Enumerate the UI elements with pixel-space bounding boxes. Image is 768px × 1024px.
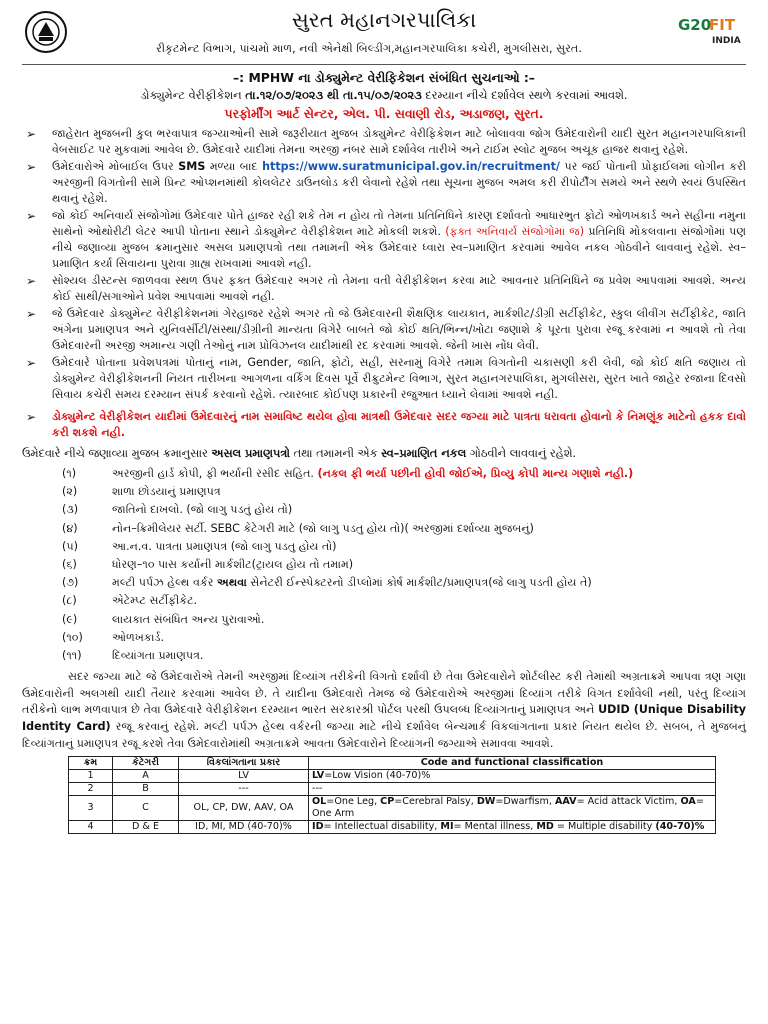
document-text: સેનેટરી ઈન્સ્પેક્ટરનો ડીપ્લોમાં કોર્ષ માર્કશીટ/પ્રમાણપત્ર(જે લાગુ પડતી હોય તે)	[250, 576, 592, 590]
table-row	[69, 796, 716, 821]
g20-text: G20	[678, 16, 712, 34]
row-category: D & E	[113, 821, 179, 834]
row-classification	[309, 770, 716, 783]
sms-label: SMS	[178, 160, 206, 173]
paragraph-text: સદર જગ્યા માટે જે ઉમેદવારોએ તેમની અરજીમાં દિવ્યાંગ તરીકેની વિગતો દર્શાવી છે તેવા ઉમેદવારોને શોર્ટલીસ્ટ કરી તેમાંથી અગ્રતાક્રમે આપવા ત્રણ ગણા ઉમેદવારોની અલગથી યાદી તૈયાર કરવામાં આવેલ છે. તે યાદીના ઉમેદવારો તેમજ જે ઉમેદવારોએ અરજીમાં દિવ્યાંગ તરીકે વિગત દર્શાવેલી નથી, પરંતુ દિવ્યાંગ તરીકેનો લાભ મળવાપાત્ર છે તેવા ઉમેદવારે વેરીફીકેશન દરમ્યાન ભારત સરકારશ્રી પોર્ટલ પરથી ઉપલબ્ધ દિવ્યાંગતાનું પ્રમાણપત્ર અને	[22, 670, 746, 717]
table-row	[69, 783, 716, 796]
instruction-text: સોશ્યલ ડીસ્ટન્સ જાળવવા સ્થળ ઉપર ફક્ત ઉમેદવાર અગર તો તેમના વતી વેરીફીકેશન કરવા માટે આવનાર પ્રતિનિધિને જ પ્રવેશ આપવામાં આવશે. અન્ય કોઈ સાથી/સગાઓને પ્રવેશ આપવામાં આવશે નહી.	[52, 274, 746, 303]
verify-prefix: ડોક્યુમેન્ટ વેરીફીકેશન	[140, 88, 242, 102]
document-text: મલ્ટી પર્પઝ હેલ્થ વર્કર	[112, 576, 214, 590]
document-text: આ.ન.વ. પાત્રતા પ્રમાણપત્ર (જો લાગુ પડતુ હોય તો)	[112, 539, 337, 553]
instruction-text: પર જઈ પોતાની પ્રોફાઈલમાં લોગીન કરી અરજીની વિગતોની સામે પ્રિન્ટ ઓપ્શનમાંથી કોલલેટર ડાઉનલોડ કરી લેવાનો રહેશે તથા સૂચના મુજબ અમલ કરી રીપોર્ટીંગ સમયે અને સ્થળે સ્વયં ઉપસ્થિત થવાનું રહેશે.	[52, 160, 747, 205]
docs-intro-text: ગોઠવીને લાવવાનું રહેશે.	[469, 447, 577, 460]
document-number: (૩)	[62, 503, 79, 517]
arrow-bullet-icon: ➢	[26, 274, 37, 288]
org-name: સુરત મહાનગરપાલિકા	[291, 8, 477, 32]
document-number: (૪)	[62, 521, 78, 535]
classification-segment: CP	[380, 796, 395, 808]
instruction-item	[22, 208, 746, 272]
recruitment-link[interactable]: https://www.suratmunicipal.gov.in/recruitment/	[262, 160, 560, 173]
arrow-bullet-icon: ➢	[26, 127, 37, 141]
table-row	[69, 770, 716, 783]
docs-intro-text: ઉમેદવારે નીચે જણાવ્યા મુજબ ક્રમાનુસાર	[22, 447, 208, 460]
arrow-bullet-icon: ➢	[26, 160, 37, 174]
docs-intro-text: તથા તમામની એક	[293, 447, 378, 460]
documents-list	[22, 465, 746, 665]
document-text: ધોરણ–૧૦ પાસ કર્યાની માર્કશીટ(ટ્રાયલ હોય તો તમામ)	[112, 558, 354, 572]
document-item	[22, 538, 746, 556]
document-text: નોન–ક્રિમીલેયર સર્ટી. SEBC કેટેગરી માટે (જો લાગુ પડતુ હોય તો)( અરજીમાં દર્શાવ્યા મુજબનું)	[112, 521, 534, 535]
row-number: 4	[69, 821, 113, 834]
row-type: LV	[179, 770, 309, 783]
document-number: (૧)	[62, 467, 77, 480]
table-header: કેટેગરી	[113, 757, 179, 770]
arrow-bullet-icon: ➢	[26, 307, 37, 321]
classification-segment: = Mental illness,	[453, 821, 537, 833]
table-body	[69, 770, 716, 834]
disability-paragraph	[22, 669, 746, 752]
table-header: ક્રમ	[69, 757, 113, 770]
verify-dates: તા.૧૨/૦૭/૨૦૨૩ થી તા.૧૫/૦૭/૨૦૨૩	[245, 88, 422, 102]
row-type: OL, CP, DW, AAV, OA	[179, 796, 309, 821]
instruction-text: મળ્યા બાદ	[209, 160, 258, 173]
row-number: 3	[69, 796, 113, 821]
document-number: (૮)	[62, 594, 77, 608]
table-header: વિકલાંગતાના પ્રકાર	[179, 757, 309, 770]
document-text: શાળા છોડયાનું પ્રમાણપત્ર	[112, 485, 221, 499]
instruction-text: જો કોઈ અનિવાર્ય સંજોગોમાં ઉમેદવાર પોતે હાજર રહી શકે તેમ ન હોય તો તેમના પ્રતિનિધિને કારણ દર્શાવતો આધારભુત ફોટો ઓળખકાર્ડ અને સહીના નમુના સાથેનો ઓથોરીટી લેટર આપી પોતાના સ્થાને ડોક્યુમેન્ટ વેરીફીકેશન માટે મોકલી શકશે.	[52, 209, 746, 238]
table-header: Code and functional classification	[309, 757, 716, 770]
org-address: રીકૃટમેન્ટ વિભાગ, પાંચમો માળ, નવી એનેક્ષી બિલ્ડીંગ,મહાનગરપાલિકા કચેરી, મુગલીસરા, સુરત.	[156, 42, 582, 55]
classification-segment: ID	[312, 821, 324, 833]
document-number: (૫)	[62, 539, 78, 553]
india-text: INDIA	[712, 36, 741, 46]
venue: પરફોર્મીંગ આર્ટ સેન્ટર, એલ. પી. સવાણી રોડ, અડાજણ, સુરત.	[224, 106, 544, 121]
row-type: ID, MI, MD (40-70)%	[179, 821, 309, 834]
warning-text: ડોક્યુમેન્ટ વેરીફીકેશન યાદીમાં ઉમેદવારનું નામ સમાવિષ્ટ થયેલ હોવા માત્રથી ઉમેદવાર સદર જગ્યા માટે પાત્રતા ધરાવતા હોવાનો કે નિમણૂંક માટેનો હકક દાવો કરી શકશે નહી.	[52, 410, 746, 439]
document-note: (નકલ ફી ભર્યા પછીની હોવી જોઈએ, પ્રિવ્યુ કોપી માન્ય ગણાશે નહી.)	[317, 467, 634, 480]
table-row	[69, 821, 716, 834]
classification-segment: (40-70)%	[655, 821, 705, 833]
row-category: A	[113, 770, 179, 783]
row-category: B	[113, 783, 179, 796]
document-text: લાયકાત સંબંધિત અન્ય પુરાવાઓ.	[112, 612, 265, 626]
row-classification	[309, 796, 716, 821]
instruction-text: પ્રતિનિધિ મોકલવાના સંજોગોમાં પણ નીચે જણાવ્યા મુજબ ક્રમાનુસાર અસલ પ્રમાણપત્રો તથા તમામની એક ઉમેદવાર ધ્વારા સ્વ–પ્રમાણિત કરવામાં આવેલ નકલ ગોઠવીને લાવવાનું રહેશે. સ્વ–પ્રમાણિત કર્યા સિવાયના પુરાવા ગ્રાહ્ય રાખવામાં આવશે નહી.	[52, 225, 747, 270]
document-item	[22, 501, 746, 519]
document-text: એટેમ્પ્ટ સર્ટીફીકેટ.	[112, 594, 198, 608]
classification-segment: = One Arm	[312, 796, 704, 820]
document-text: અરજીની હાર્ડ કોપી, ફી ભર્યાની રસીદ સહિત.	[112, 467, 314, 480]
verification-dates-line	[22, 88, 746, 103]
arrow-bullet-icon: ➢	[26, 410, 37, 424]
instruction-item	[22, 126, 746, 158]
g20-fit-india-logo	[676, 10, 746, 54]
instruction-text: જાહેરાત મુજબની કુલ ભરવાપાત્ર જગ્યાઓની સામે જરૂરીયાત મુજબ ડોક્યુમેન્ટ વેરીફિકેશન માટે બોલાવવા જોગ ઉમેદવારોની યાદી સુરત મહાનગરપાલિકાની વેબસાઈટ પર મુકવામાં આવેલ છે. ઉમેદવારે યાદીમાં તેમના અરજી નંબર સામે દર્શાવેલ તારીખે અને ટાઈમ સ્લોટ મુજબ અચૂક હાજર થવાનું રહેશે.	[52, 127, 746, 156]
documents-intro	[22, 447, 746, 461]
arrow-bullet-icon: ➢	[26, 356, 37, 370]
disability-classification-table	[68, 756, 716, 834]
row-number: 1	[69, 770, 113, 783]
classification-segment: AAV	[554, 796, 577, 808]
document-number: (૬)	[62, 558, 77, 572]
classification-segment: ---	[312, 783, 323, 795]
document-text: દિવ્યાંગતા પ્રમાણપત્ર.	[112, 649, 204, 663]
document-item	[22, 629, 746, 647]
row-classification	[309, 783, 716, 796]
classification-segment: MI	[440, 821, 454, 833]
row-number: 2	[69, 783, 113, 796]
document-item	[22, 556, 746, 574]
row-category: C	[113, 796, 179, 821]
classification-segment: = Intellectual disability,	[323, 821, 441, 833]
instruction-item	[22, 273, 746, 305]
table-header-row	[69, 757, 716, 770]
document-number: (૨)	[62, 485, 78, 499]
instruction-item-warning	[22, 409, 746, 441]
document-item	[22, 574, 746, 592]
document-or: અથવા	[216, 576, 247, 590]
document-number: (૯)	[62, 612, 78, 626]
row-classification	[309, 821, 716, 834]
classification-segment: OA	[680, 796, 696, 808]
document-text: ઓળખકાર્ડ.	[112, 630, 165, 644]
document-item	[22, 465, 746, 483]
arrow-bullet-icon: ➢	[26, 209, 37, 223]
instruction-text: જે ઉમેદવાર ડોક્યુમેન્ટ વેરીફીકેશનમાં ગેરહાજર રહેશે અગર તો જે ઉમેદવારની શૈક્ષણિક લાયકાત, માર્કશીટ/ડીગ્રી સર્ટીફીકેટ, સ્કુલ લીવીંગ સર્ટીફીકેટ, જાતિ અંગેના પ્રમાણપત્ર અને યુનિવર્સીટી/સંસ્થા/ડીગ્રીની માન્યતા વિગેરે બાબતે જો કોઈ ક્ષતિ/ભિન્ન/ખોટા જણાશે કે પૂરતા પુરાવા રજૂ કરવામાં ન આવશે તો તેવા ઉમેદવારની અરજી અમાન્ય ગણી તેઓનું નામ પ્રોવિઝનલ યાદીમાંથી રદ કરવામાં આવશે. જેની ખાસ નોંધ લેવી.	[52, 307, 746, 352]
classification-segment: MD	[536, 821, 554, 833]
document-item	[22, 520, 746, 538]
instruction-item	[22, 306, 746, 354]
udid-label: UDID (Unique Disability Identity Card)	[22, 703, 747, 734]
classification-segment: =One Leg,	[326, 796, 381, 808]
document-item	[22, 483, 746, 501]
classification-segment: LV	[312, 770, 325, 782]
instruction-text: ઉમેદવારે પોતાના પ્રવેશપત્રમાં પોતાનું નામ, Gender, જાતિ, ફોટો, સહી, સરનામું વિગેરે તમામ વિગતોની ચકાસણી કરી લેવી, જો કોઈ ક્ષતિ જણાય તો ડોક્યુમેન્ટ વેરીફીકેશનની નિયત તારીખના આગળના વર્કિંગ દિવસ પૂર્વે રીક્રુટમેન્ટ વિભાગ, સુરત મહાનગરપાલિકા, મુગલીસરા, સુરત ખાતે જાહેર રજાના દિવસો સિવાય કચેરી સમય દરમ્યાન સંપર્ક કરવાનો રહેશે. ત્યારબાદ કોઈપણ પ્રકારની રજુઆત ધ્યાને લેવામાં આવશે નહી.	[52, 356, 746, 401]
emergency-only-note: (ફક્ત અનિવાર્ય સંજોગોમાં જ)	[445, 225, 585, 238]
classification-segment: OL	[312, 796, 327, 808]
document-text: જાતિનો દાખલો. (જો લાગુ પડતું હોય તો)	[112, 503, 293, 517]
document-number: (૭)	[62, 576, 79, 590]
docs-intro-selfattested: સ્વ–પ્રમાણિત નકલ	[381, 447, 467, 460]
instruction-item	[22, 355, 746, 403]
classification-segment: DW	[476, 796, 496, 808]
docs-intro-original: અસલ પ્રમાણપત્રો	[211, 447, 290, 460]
document-item	[22, 647, 746, 665]
document-number: (૧૧)	[62, 649, 82, 663]
document-number: (૧૦)	[62, 630, 83, 644]
classification-segment: = Multiple disability	[553, 821, 656, 833]
classification-segment: =Dwarfism,	[495, 796, 555, 808]
instruction-item	[22, 159, 746, 207]
classification-segment: = Acid attack Victim,	[576, 796, 681, 808]
verify-suffix: દરમ્યાન નીચે દર્શાવેલ સ્થળે કરવામાં આવશે.	[425, 88, 628, 102]
notice-title: –: MPHW ના ડોક્યુમેન્ટ વેરીફિકેશન સંબંધિત સુચનાઓ :–	[232, 70, 535, 85]
fit-text: FIT	[709, 16, 736, 34]
classification-segment: =Cerebral Palsy,	[394, 796, 477, 808]
row-type: ---	[179, 783, 309, 796]
instruction-text: ઉમેદવારોએ મોબાઈલ ઉપર	[52, 160, 174, 173]
header	[22, 6, 746, 65]
classification-segment: =Low Vision (40-70)%	[324, 770, 431, 782]
document-item	[22, 611, 746, 629]
paragraph-text: રજૂ કરવાનું રહેશે. મલ્ટી પર્પઝ હેલ્થ વર્કરની જગ્યા માટે નીચે દર્શાવેલ બેન્ચમાર્ક વિકલાંગતાના પ્રકાર નિયત થયેલ છે. સબબ, તે મુજબનું દિવ્યાંગતાનું પ્રમાણપત્ર રજૂ કરશે તેવા ઉમેદવારોમાંથી અગ્રતાક્રમે આવતા ઉમેદવારોને દિવ્યાંગની જગ્યાએ સમાવવા આવશે.	[22, 720, 746, 750]
instruction-list	[22, 126, 746, 441]
document-item	[22, 592, 746, 610]
